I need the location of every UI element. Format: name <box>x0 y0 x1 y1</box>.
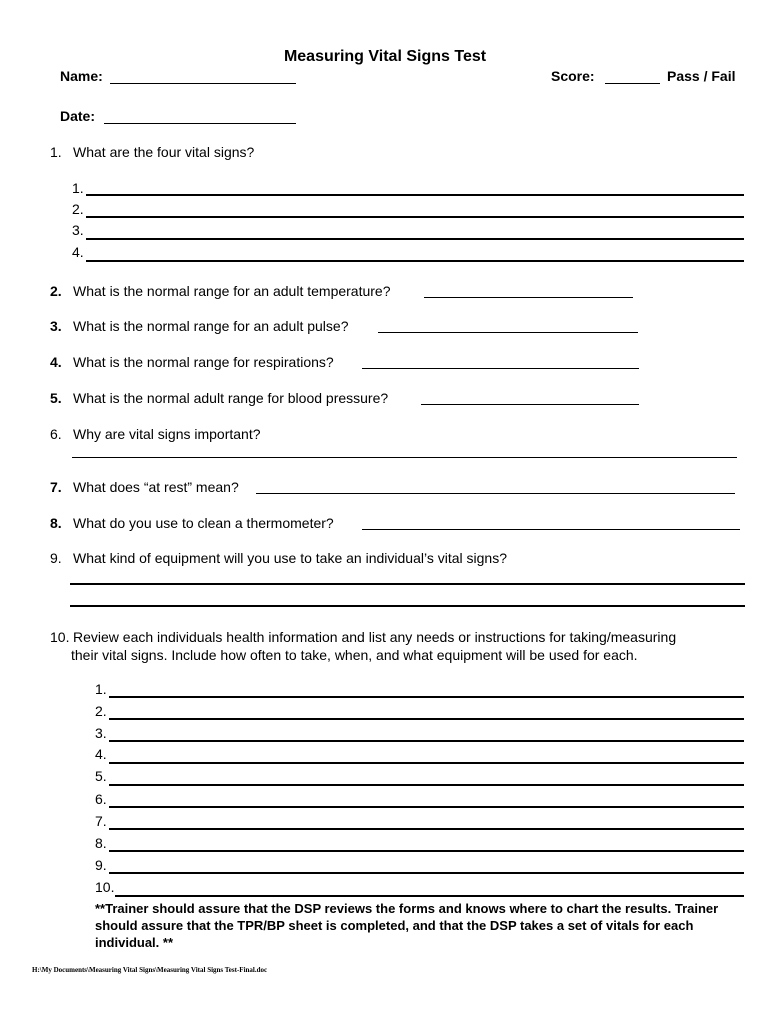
q10-sub-3-line[interactable] <box>109 740 744 742</box>
question-1-number: 1. <box>50 144 62 160</box>
q10-sub-6-line[interactable] <box>109 806 744 808</box>
q10-sub-3-label: 3. <box>95 725 107 741</box>
question-1-text: What are the four vital signs? <box>73 144 255 160</box>
q1-sub-3-line[interactable] <box>86 238 744 240</box>
question-10-number: 10. <box>50 629 70 645</box>
q10-sub-9-line[interactable] <box>109 872 744 874</box>
question-4-text: What is the normal range for respirations? <box>73 354 334 370</box>
question-9-answer-line-2[interactable] <box>70 605 745 607</box>
question-6-text: Why are vital signs important? <box>73 426 261 442</box>
question-6-number: 6. <box>50 426 62 442</box>
date-field[interactable] <box>104 123 296 124</box>
question-10-text-line-2: their vital signs. Include how often to take, when, and what equipment will be used for each. <box>71 647 638 663</box>
q10-sub-1-label: 1. <box>95 681 107 697</box>
question-8-text: What do you use to clean a thermometer? <box>73 515 334 531</box>
question-2-number: 2. <box>50 283 62 299</box>
date-label: Date: <box>60 108 96 124</box>
score-field[interactable] <box>605 83 660 84</box>
question-5-text: What is the normal adult range for blood pressure? <box>73 390 389 406</box>
q1-sub-4-label: 4. <box>72 244 84 260</box>
question-6-answer-line[interactable] <box>72 457 737 458</box>
trainer-note: **Trainer should assure that the DSP reviews the forms and knows where to chart the results. Trainer should assure that the TPR/BP sheet is completed, and that the DSP takes a set of vitals for each individual. ** <box>95 901 719 950</box>
q10-sub-10-line[interactable] <box>115 895 744 897</box>
q10-sub-8-label: 8. <box>95 835 107 851</box>
question-4-number: 4. <box>50 354 62 370</box>
q1-sub-2-line[interactable] <box>86 216 744 218</box>
q1-sub-1-line[interactable] <box>86 194 744 196</box>
question-9-answer-line-1[interactable] <box>70 583 745 585</box>
q10-sub-9-label: 9. <box>95 857 107 873</box>
q10-sub-8-line[interactable] <box>109 850 744 852</box>
q10-sub-7-line[interactable] <box>109 828 744 830</box>
q10-sub-6-label: 6. <box>95 791 107 807</box>
name-label: Name: <box>60 68 103 84</box>
question-5-number: 5. <box>50 390 62 406</box>
name-field[interactable] <box>110 83 296 84</box>
question-5-answer-line[interactable] <box>421 404 639 405</box>
q10-sub-2-label: 2. <box>95 703 107 719</box>
q10-sub-7-label: 7. <box>95 813 107 829</box>
question-8-number: 8. <box>50 515 62 531</box>
q1-sub-1-label: 1. <box>72 180 84 196</box>
question-9-number: 9. <box>50 550 62 566</box>
question-10-text-line-1: Review each individuals health information and list any needs or instructions for taking/measuring <box>73 629 677 645</box>
question-7-number: 7. <box>50 479 62 495</box>
question-3-answer-line[interactable] <box>378 332 638 333</box>
q10-sub-4-line[interactable] <box>109 762 744 764</box>
page-title: Measuring Vital Signs Test <box>283 48 487 65</box>
question-2-text: What is the normal range for an adult temperature? <box>73 283 391 299</box>
question-3-text: What is the normal range for an adult pulse? <box>73 318 349 334</box>
footer-file-path: H:\My Documents\Measuring Vital Signs\Measuring Vital Signs Test-Final.doc <box>32 966 268 974</box>
question-3-number: 3. <box>50 318 62 334</box>
q10-sub-5-label: 5. <box>95 768 107 784</box>
question-9-text: What kind of equipment will you use to take an individual’s vital signs? <box>73 550 507 566</box>
question-7-text: What does “at rest” mean? <box>73 479 239 495</box>
q10-sub-2-line[interactable] <box>109 718 744 720</box>
score-label: Score: <box>551 68 595 84</box>
q10-sub-5-line[interactable] <box>109 784 744 786</box>
question-4-answer-line[interactable] <box>362 368 639 369</box>
q10-sub-10-label: 10. <box>95 879 115 895</box>
question-7-answer-line[interactable] <box>256 493 735 494</box>
pass-fail-label: Pass / Fail <box>667 68 736 84</box>
question-2-answer-line[interactable] <box>424 297 633 298</box>
q1-sub-3-label: 3. <box>72 222 84 238</box>
question-8-answer-line[interactable] <box>362 529 740 530</box>
q10-sub-4-label: 4. <box>95 746 107 762</box>
q10-sub-1-line[interactable] <box>109 696 744 698</box>
q1-sub-4-line[interactable] <box>86 260 744 262</box>
q1-sub-2-label: 2. <box>72 201 84 217</box>
